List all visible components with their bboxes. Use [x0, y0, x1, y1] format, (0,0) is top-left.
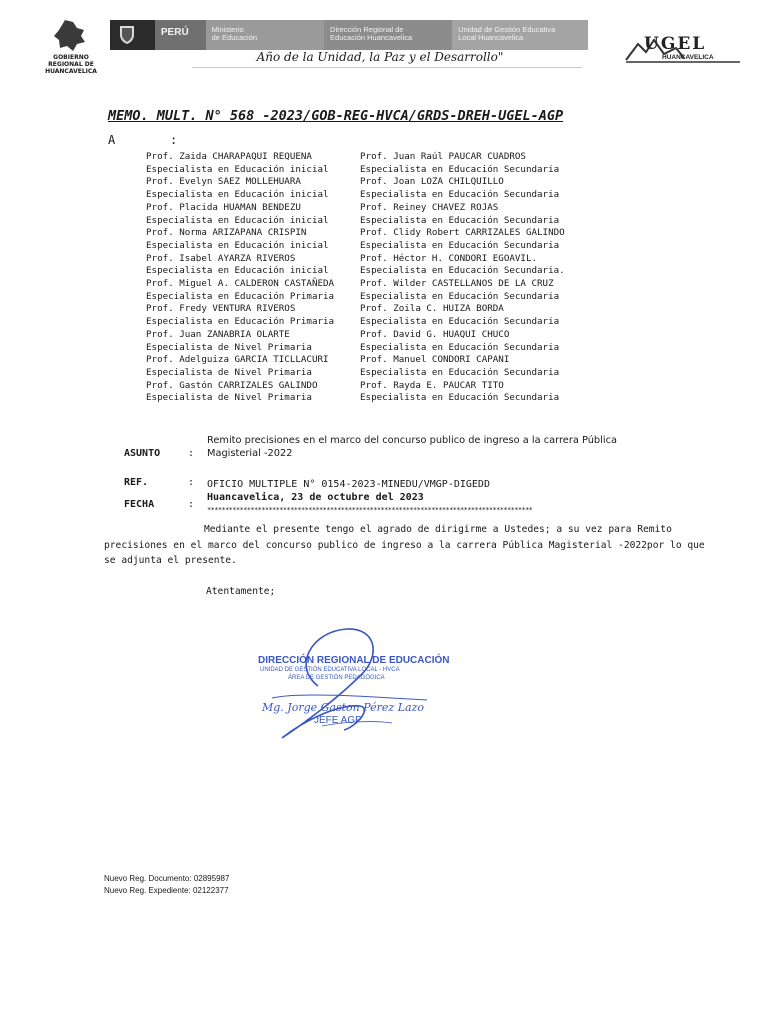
recipient-role: Especialista en Educación Secundaria	[360, 239, 560, 251]
signature-icon	[252, 626, 452, 754]
ugel-sub: HUANCAVELICA	[662, 54, 714, 61]
recipient-role: Especialista en Educación Secundaria	[360, 341, 560, 353]
recipient-name: Prof. Zaida CHARAPAQUI REQUENA	[146, 151, 312, 162]
recipient-role: Especialista en Educación inicial	[146, 214, 329, 226]
stamp-line1: DIRECCIÓN REGIONAL DE EDUCACIÓN	[258, 655, 450, 666]
official-stamp	[252, 626, 452, 754]
banner-unidad: Unidad de Gestión Educativa Local Huancavelica	[452, 20, 588, 50]
ref-label: REF.	[124, 477, 149, 488]
ref-colon: :	[188, 477, 195, 488]
recipient-role: Especialista en Educación inicial	[146, 189, 329, 201]
recipient-name: Prof. Fredy VENTURA RIVEROS	[146, 303, 296, 315]
body-line3: se adjunta el presente.	[104, 555, 237, 566]
recipient-role: Especialista en Educación Secundaria	[360, 214, 560, 226]
fecha-colon: :	[188, 499, 195, 510]
recipient-name: Prof. Clidy Robert CARRIZALES GALINDO	[360, 227, 565, 239]
recipient-role: Especialista en Educación Secundaria	[360, 189, 560, 201]
recipient-name: Prof. David G. HUAQUI CHUCO	[360, 328, 510, 340]
footer-doc: Nuevo Reg. Documento: 02895987	[104, 874, 230, 883]
recipient-role: Especialista en Educación Secundaria	[360, 290, 560, 302]
stamp-line3: ÁREA DE GESTIÓN PEDAGÓGICA	[288, 675, 385, 681]
ugel-word: UGEL	[644, 34, 707, 54]
recipient-role: Especialista de Nivel Primaria	[146, 366, 312, 378]
gobierno-regional-logo	[36, 18, 106, 75]
recipient-role: Especialista en Educación inicial	[146, 265, 329, 277]
footer-exp: Nuevo Reg. Expediente: 02122377	[104, 886, 229, 895]
stamp-line2: UNIDAD DE GESTIÓN EDUCATIVA LOCAL - HVCA	[260, 667, 400, 673]
asunto-line2: Magisterial -2022	[207, 448, 293, 459]
fecha-value: Huancavelica, 23 de octubre del 2023	[207, 492, 424, 503]
to-label: A	[108, 133, 116, 147]
recipient-role: Especialista en Educación Secundaria	[360, 392, 560, 404]
region-map-icon	[51, 18, 91, 54]
recipient-name: Prof. Wilder CASTELLANOS DE LA CRUZ	[360, 278, 554, 290]
memo-title: MEMO. MULT. N° 568 -2023/GOB-REG-HVCA/GRDS-DREH-UGEL-AGP	[108, 108, 564, 124]
header-divider	[192, 67, 582, 68]
recipient-role: Especialista en Educación inicial	[146, 163, 329, 175]
recipient-role: Especialista en Educación Secundaria.	[360, 265, 565, 277]
gobierno-logo-line1: GOBIERNO REGIONAL DE	[48, 54, 94, 68]
recipient-role: Especialista de Nivel Primaria	[146, 341, 312, 353]
fecha-label: FECHA	[124, 499, 155, 510]
recipient-name: Prof. Rayda E. PAUCAR TITO	[360, 379, 504, 391]
banner-peru: PERÚ	[155, 20, 206, 50]
recipients-right	[360, 151, 565, 405]
recipient-name: Prof. Adelguiza GARCIA TICLLACURI	[146, 354, 329, 366]
asunto-label: ASUNTO	[124, 448, 161, 459]
banner-ministerio: Ministerio de Educación	[211, 25, 258, 42]
stamp-signer: Mg. Jorge Gaston Pérez Lazo	[262, 701, 425, 714]
recipient-name: Prof. Placida HUAMAN BENDEZU	[146, 201, 301, 213]
recipients-left	[146, 151, 334, 405]
gobierno-logo-line2: HUANCAVELICA	[45, 68, 97, 75]
peru-shield-icon	[110, 20, 155, 50]
recipient-role: Especialista en Educación Primaria	[146, 316, 335, 328]
banner-direccion: Dirección Regional de Educación Huancavelica	[324, 20, 452, 50]
recipient-name: Prof. Miguel A. CALDERON CASTAÑEDA	[146, 278, 335, 290]
recipient-name: Prof. Zoila C. HUIZA BORDA	[360, 303, 504, 315]
body-line2: precisiones en el marco del concurso publico de ingreso a la carrera Pública Magisterial -2022por lo que	[104, 540, 705, 551]
recipient-name: Prof. Juan Raúl PAUCAR CUADROS	[360, 151, 526, 162]
year-motto: Año de la Unidad, la Paz y el Desarrollo"	[256, 50, 504, 64]
recipient-name: Prof. Gastón CARRIZALES GALINDO	[146, 379, 318, 391]
recipient-name: Prof. Juan ZANABRIA OLARTE	[146, 328, 290, 340]
recipient-name: Prof. Joan LOZA CHILQUILLO	[360, 176, 504, 188]
stamp-role: JEFE AGP	[314, 715, 362, 726]
asunto-line1: Remito precisiones en el marco del concurso publico de ingreso a la carrera Pública	[207, 435, 617, 446]
asunto-colon: :	[188, 448, 195, 459]
recipient-name: Prof. Evelyn SAEZ MOLLEHUARA	[146, 176, 301, 188]
recipient-role: Especialista en Educación Secundaria	[360, 163, 560, 175]
recipient-name: Prof. Manuel CONDORI CAPANI	[360, 354, 510, 366]
ref-value: OFICIO MULTIPLE N° 0154-2023-MINEDU/VMGP-DIGEDD	[207, 479, 490, 490]
closing: Atentamente;	[206, 586, 276, 597]
separator-stars: ******************************************************************************************	[207, 506, 533, 514]
minedu-banner	[110, 20, 588, 50]
to-colon: :	[170, 133, 178, 147]
recipient-name: Prof. Reiney CHAVEZ ROJAS	[360, 201, 499, 213]
body-line1: Mediante el presente tengo el agrado de dirigirme a Ustedes; a su vez para Remito	[204, 524, 672, 535]
recipient-role: Especialista en Educación Secundaria	[360, 366, 560, 378]
ugel-logo	[624, 30, 744, 70]
recipient-role: Especialista en Educación Primaria	[146, 290, 335, 302]
recipient-name: Prof. Isabel AYARZA RIVEROS	[146, 252, 296, 264]
recipient-name: Prof. Héctor H. CONDORI EGOAVIL.	[360, 252, 538, 264]
recipient-role: Especialista en Educación Secundaria	[360, 316, 560, 328]
recipient-name: Prof. Norma ARIZAPANA CRISPIN	[146, 227, 307, 239]
recipient-role: Especialista en Educación inicial	[146, 239, 329, 251]
recipient-role: Especialista de Nivel Primaria	[146, 392, 312, 404]
